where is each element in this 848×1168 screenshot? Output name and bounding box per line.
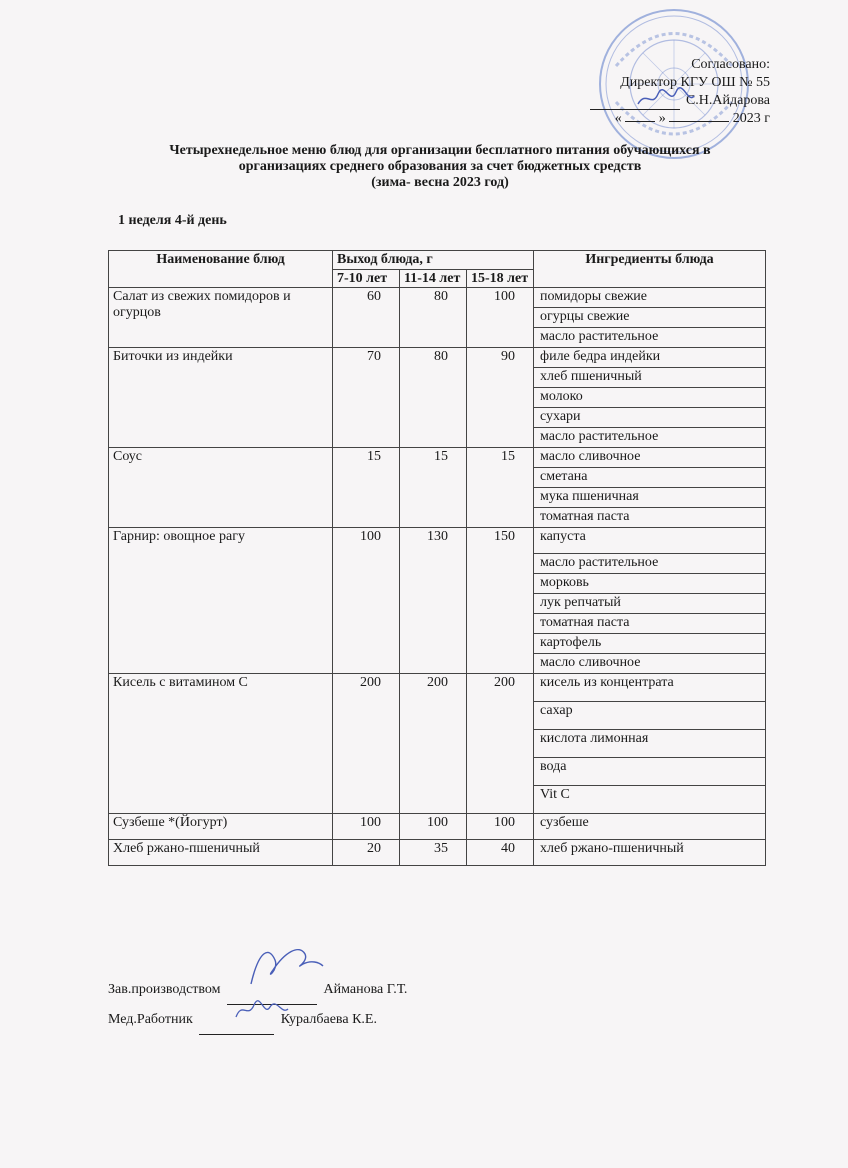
ingredient-cell: хлеб пшеничный <box>534 368 766 388</box>
ingredient-cell: масло растительное <box>534 428 766 448</box>
approval-date-open: « <box>614 111 622 126</box>
ingredient-cell: масло растительное <box>534 328 766 348</box>
dish-output-11-14: 100 <box>400 814 467 840</box>
medic-signature-row <box>108 1005 407 1035</box>
ingredient-cell: сухари <box>534 408 766 428</box>
dish-output-11-14: 80 <box>400 348 467 448</box>
dish-output-15-18: 150 <box>467 528 534 674</box>
ingredient-cell: вода <box>534 758 766 786</box>
approval-date-close: » <box>658 111 666 126</box>
table-row <box>109 674 766 702</box>
table-row <box>109 840 766 866</box>
ingredient-cell: сметана <box>534 468 766 488</box>
dish-output-11-14: 35 <box>400 840 467 866</box>
table-row <box>109 528 766 554</box>
dish-name: Гарнир: овощное рагу <box>109 528 333 674</box>
title-line-3: (зима- весна 2023 год) <box>371 175 509 190</box>
ingredient-cell: сузбеше <box>534 814 766 840</box>
header-age-15-18: 15-18 лет <box>467 270 534 288</box>
director-signature-line <box>590 97 680 110</box>
dish-name: Хлеб ржано-пшеничный <box>109 840 333 866</box>
table-row <box>109 814 766 840</box>
signatures-block <box>108 975 407 1035</box>
ingredient-cell: кисель из концентрата <box>534 674 766 702</box>
dish-output-15-18: 40 <box>467 840 534 866</box>
table-row <box>109 288 766 308</box>
dish-name: Кисель с витамином С <box>109 674 333 814</box>
dish-output-11-14: 130 <box>400 528 467 674</box>
ingredient-cell: капуста <box>534 528 766 554</box>
approval-agreed: Согласовано: <box>691 57 770 72</box>
dish-output-7-10: 70 <box>333 348 400 448</box>
dish-output-15-18: 90 <box>467 348 534 448</box>
dish-output-11-14: 200 <box>400 674 467 814</box>
dish-output-7-10: 15 <box>333 448 400 528</box>
ingredient-cell: лук репчатый <box>534 594 766 614</box>
dish-name: Соус <box>109 448 333 528</box>
approval-block <box>550 56 770 128</box>
dish-output-15-18: 15 <box>467 448 534 528</box>
ingredient-cell: филе бедра индейки <box>534 348 766 368</box>
manager-name: Айманова Г.Т. <box>323 982 408 997</box>
header-output: Выход блюда, г <box>333 251 534 270</box>
dish-name: Сузбеше *(Йогурт) <box>109 814 333 840</box>
dish-output-7-10: 20 <box>333 840 400 866</box>
ingredient-cell: картофель <box>534 634 766 654</box>
header-ingredients: Ингредиенты блюда <box>534 251 766 288</box>
dish-output-11-14: 80 <box>400 288 467 348</box>
ingredient-cell: огурцы свежие <box>534 308 766 328</box>
dish-name: Салат из свежих помидоров и огурцов <box>109 288 333 348</box>
medic-name: Куралбаева К.Е. <box>280 1012 377 1027</box>
ingredient-cell: масло растительное <box>534 554 766 574</box>
title-line-1: Четырехнедельное меню блюд для организации бесплатного питания обучающихся в <box>169 143 711 158</box>
dish-output-15-18: 100 <box>467 288 534 348</box>
ingredient-cell: кислота лимонная <box>534 730 766 758</box>
week-day-label: 1 неделя 4-й день <box>118 213 227 228</box>
medic-label: Мед.Работник <box>108 1012 193 1027</box>
dish-output-7-10: 60 <box>333 288 400 348</box>
header-dish: Наименование блюд <box>109 251 333 288</box>
manager-label: Зав.производством <box>108 982 221 997</box>
manager-signature-row <box>108 975 407 1005</box>
ingredient-cell: Vit C <box>534 786 766 814</box>
header-age-7-10: 7-10 лет <box>333 270 400 288</box>
dish-output-7-10: 100 <box>333 528 400 674</box>
approval-director-name: С.Н.Айдарова <box>685 93 770 108</box>
table-header-row <box>109 251 766 270</box>
ingredient-cell: томатная паста <box>534 614 766 634</box>
approval-year: 2023 г <box>732 111 770 126</box>
title-line-2: организациях среднего образования за счет бюджетных средств <box>238 159 642 174</box>
approval-director: Директор КГУ ОШ № 55 <box>620 75 770 90</box>
ingredient-cell: сахар <box>534 702 766 730</box>
header-age-11-14: 11-14 лет <box>400 270 467 288</box>
dish-output-11-14: 15 <box>400 448 467 528</box>
ingredient-cell: помидоры свежие <box>534 288 766 308</box>
ingredient-cell: морковь <box>534 574 766 594</box>
dish-output-15-18: 200 <box>467 674 534 814</box>
ingredient-cell: хлеб ржано-пшеничный <box>534 840 766 866</box>
menu-table <box>108 250 766 866</box>
dish-output-7-10: 200 <box>333 674 400 814</box>
dish-name: Биточки из индейки <box>109 348 333 448</box>
dish-output-7-10: 100 <box>333 814 400 840</box>
ingredient-cell: томатная паста <box>534 508 766 528</box>
page-title <box>100 143 780 191</box>
table-row <box>109 448 766 468</box>
ingredient-cell: молоко <box>534 388 766 408</box>
ingredient-cell: масло сливочное <box>534 448 766 468</box>
table-row <box>109 348 766 368</box>
ingredient-cell: мука пшеничная <box>534 488 766 508</box>
dish-output-15-18: 100 <box>467 814 534 840</box>
ingredient-cell: масло сливочное <box>534 654 766 674</box>
